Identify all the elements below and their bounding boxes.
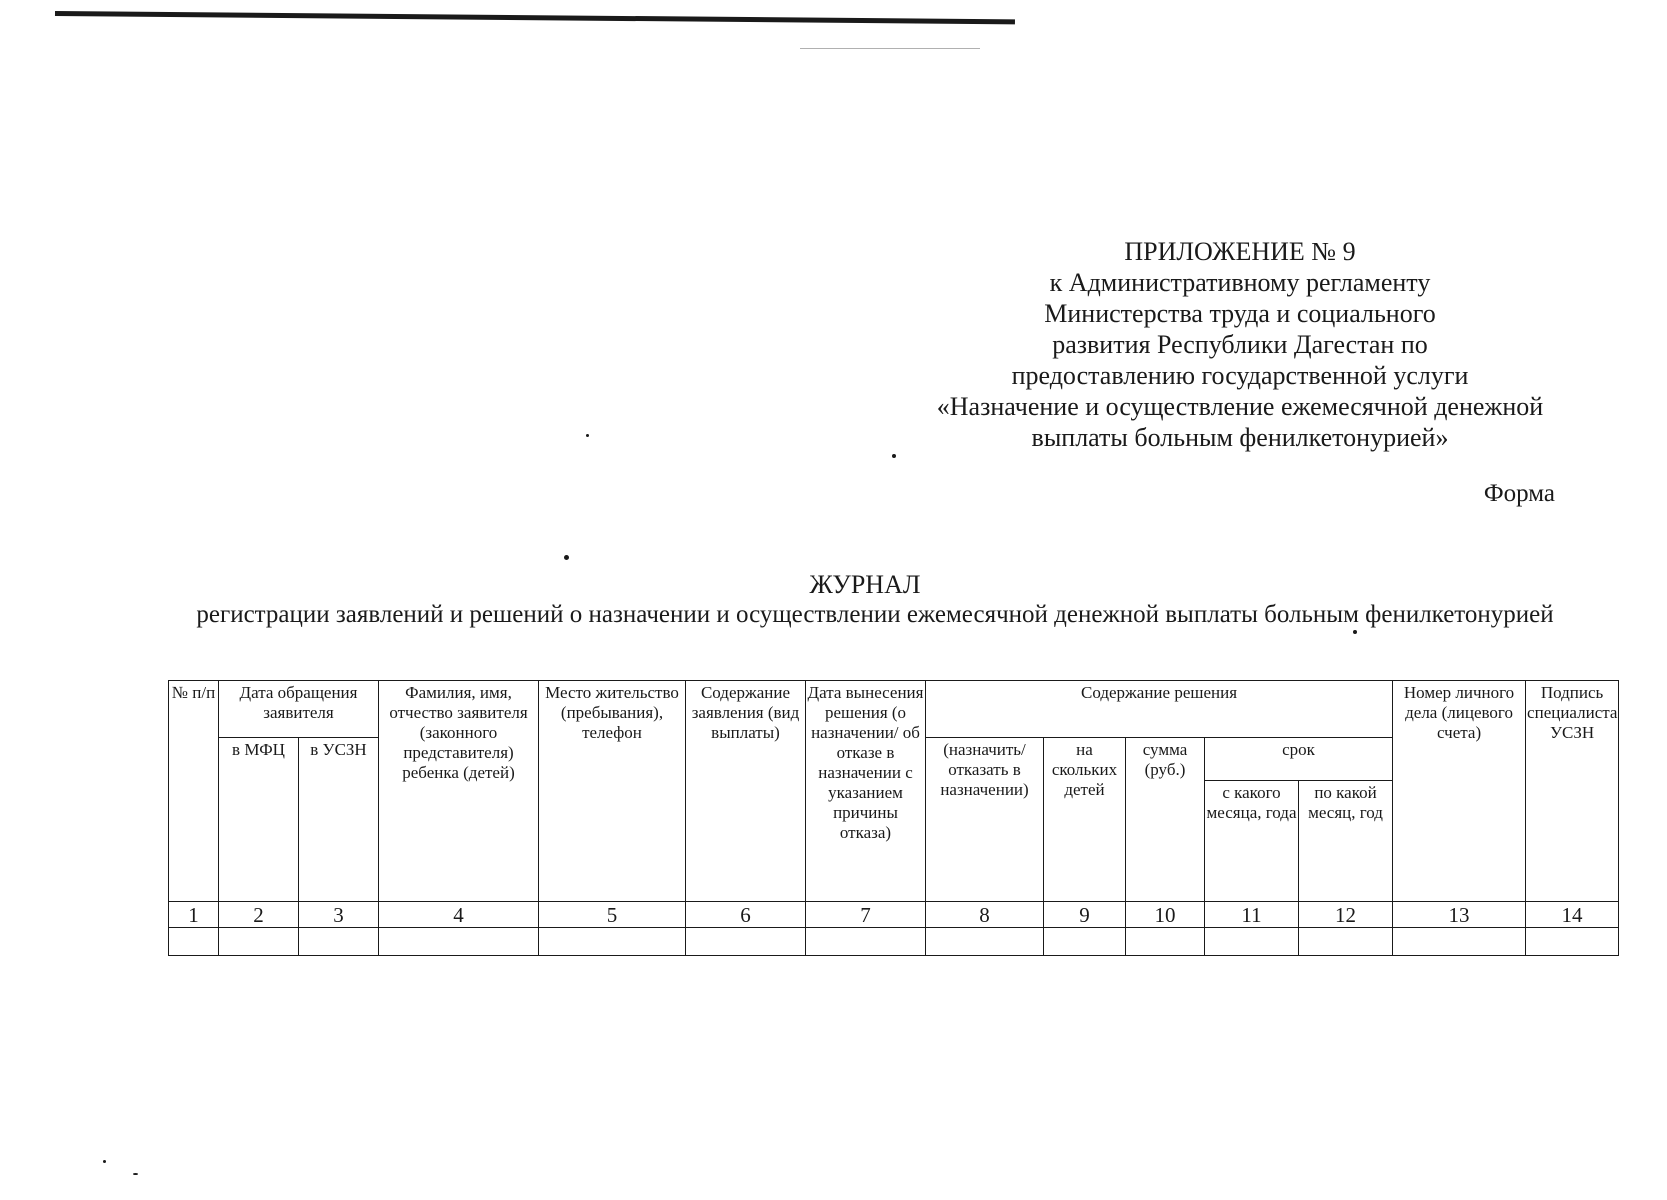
scan-edge-faint (800, 48, 980, 49)
header-cell-full-name: Фамилия, имя, отчество заявителя (законного представителя) ребенка (детей) (379, 681, 539, 902)
header-cell-number: № п/п (169, 681, 219, 902)
header-cell-case-number: Номер личного дела (лицевого счета) (1393, 681, 1526, 902)
column-number: 13 (1393, 902, 1526, 928)
header-cell-term-from: с какого месяца, года (1205, 781, 1299, 902)
header-cell-term-to: по какой месяц, год (1299, 781, 1393, 902)
column-number: 12 (1299, 902, 1393, 928)
header-cell-decision-content: Содержание решения (926, 681, 1393, 738)
empty-cell (1393, 928, 1526, 956)
header-cell-decision-date: Дата вынесения решения (о назначении/ об отказе в назначении с указанием причины отказа) (806, 681, 926, 902)
journal-title: ЖУРНАЛ (809, 570, 921, 599)
form-label: Форма (1483, 480, 1555, 507)
appendix-line-5: предоставлению государственной услуги (1011, 361, 1469, 390)
header-cell-assign-refuse: (назначить/ отказать в назначении) (926, 738, 1044, 902)
column-number: 14 (1526, 902, 1619, 928)
column-number: 1 (169, 902, 219, 928)
scan-speck (564, 555, 569, 560)
table-header-row-1 (169, 681, 1619, 738)
table-empty-row (169, 928, 1619, 956)
empty-cell (926, 928, 1044, 956)
column-number: 10 (1126, 902, 1205, 928)
empty-cell (379, 928, 539, 956)
scan-speck (586, 434, 589, 437)
journal-subtitle: регистрации заявлений и решений о назначении и осуществлении ежемесячной денежной выплаты больным фенилкетонурией (196, 601, 1554, 628)
table-number-row (169, 902, 1619, 928)
column-number: 2 (219, 902, 299, 928)
header-cell-date-mfc: в МФЦ (219, 738, 299, 902)
empty-cell (686, 928, 806, 956)
empty-cell (1526, 928, 1619, 956)
appendix-line-7: выплаты больным фенилкетонурией» (1031, 423, 1449, 452)
empty-cell (1044, 928, 1126, 956)
header-cell-sum: сумма (руб.) (1126, 738, 1205, 902)
column-number: 8 (926, 902, 1044, 928)
empty-cell (1299, 928, 1393, 956)
column-number: 11 (1205, 902, 1299, 928)
scan-edge-line (55, 11, 1015, 24)
appendix-header (900, 236, 1580, 453)
header-cell-address: Место жительство (пребывания), телефон (539, 681, 686, 902)
column-number: 3 (299, 902, 379, 928)
scan-speck (103, 1160, 106, 1163)
empty-cell (806, 928, 926, 956)
appendix-line-4: развития Республики Дагестан по (1052, 330, 1428, 359)
header-cell-date-uszn: в УСЗН (299, 738, 379, 902)
appendix-line-6: «Назначение и осуществление ежемесячной денежной (936, 392, 1544, 421)
column-number: 4 (379, 902, 539, 928)
column-number: 5 (539, 902, 686, 928)
appendix-line-1: ПРИЛОЖЕНИЕ № 9 (1124, 237, 1356, 266)
empty-cell (1205, 928, 1299, 956)
header-cell-application-date: Дата обращения заявителя (219, 681, 379, 738)
appendix-line-2: к Административному регламенту (1049, 268, 1431, 297)
journal-table (168, 680, 1619, 956)
header-cell-children-count: на скольких детей (1044, 738, 1126, 902)
scan-speck (1353, 630, 1357, 634)
empty-cell (169, 928, 219, 956)
scan-speck (892, 454, 896, 458)
empty-cell (219, 928, 299, 956)
header-cell-signature: Подпись специалиста УСЗН (1526, 681, 1619, 902)
column-number: 7 (806, 902, 926, 928)
column-number: 9 (1044, 902, 1126, 928)
scan-speck (133, 1173, 138, 1175)
empty-cell (299, 928, 379, 956)
appendix-line-3: Министерства труда и социального (1044, 299, 1436, 328)
empty-cell (539, 928, 686, 956)
column-number: 6 (686, 902, 806, 928)
header-cell-application-content: Содержание заявления (вид выплаты) (686, 681, 806, 902)
header-cell-term: срок (1205, 738, 1393, 781)
empty-cell (1126, 928, 1205, 956)
